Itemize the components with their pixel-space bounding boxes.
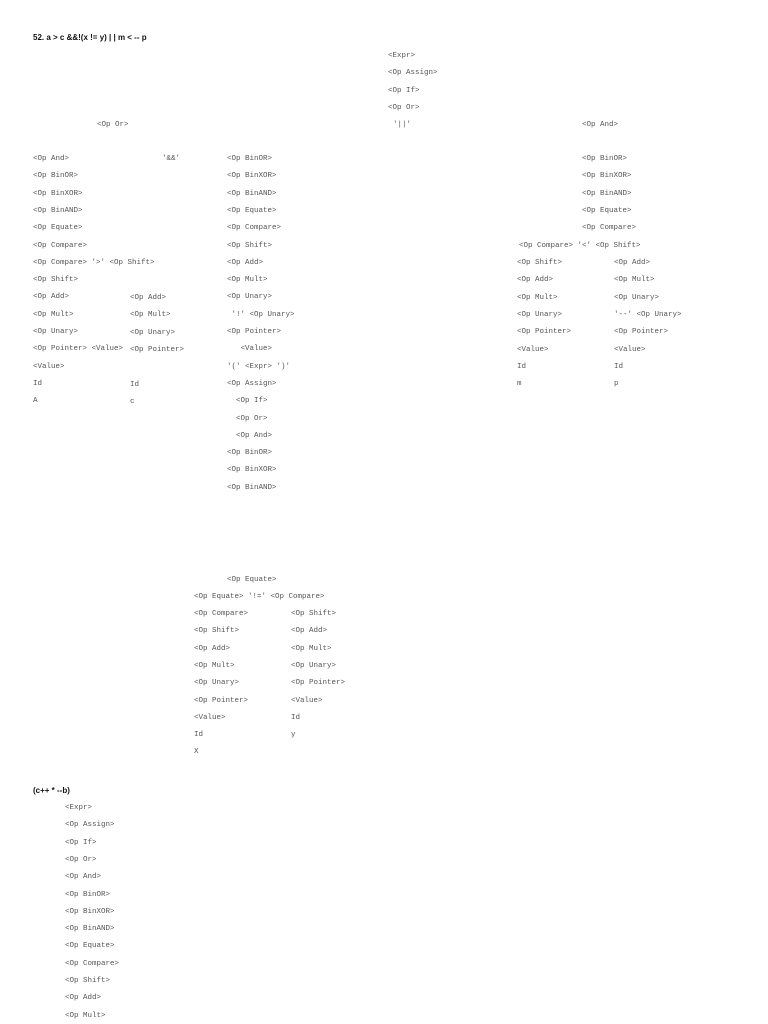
right-op-and: <Op And> [582, 121, 619, 129]
derivation-line: <Op Compare> [227, 224, 282, 233]
derivation-line: <Op Add> [194, 644, 231, 653]
derivation-line: <Op BinAND> [582, 189, 632, 198]
derivation-line: <Op Mult> [194, 661, 235, 670]
derivation-line: Id [291, 713, 301, 722]
derivation-line: <Op Equate> [33, 224, 83, 233]
derivation-line: <Op Shift> [227, 241, 273, 250]
derivation-line: <Op Compare> [33, 241, 88, 250]
derivation-line: <Value> [614, 345, 646, 354]
derivation-line: <Op Add> [33, 293, 70, 302]
derivation-line: <Op Unary> [194, 679, 240, 688]
derivation-line: <Op If> [227, 397, 268, 406]
derivation-line: y [291, 731, 296, 740]
derivation-line: <Op Mult> [33, 310, 74, 319]
derivation-line: <Op Shift> [291, 610, 337, 618]
derivation-line: <Op Compare> [582, 224, 637, 233]
derivation-line: Id [194, 731, 204, 740]
derivation-line: Id [614, 362, 624, 371]
derivation-line: <Op And> [65, 873, 102, 882]
derivation-line: <Op Add> [291, 627, 328, 636]
derivation-line: <Op Pointer> [227, 328, 282, 336]
derivation-line: <Op Or> [65, 855, 97, 864]
derivation-line: <Op And> [33, 155, 70, 163]
derivation-line: <Op Or> [388, 103, 420, 112]
derivation-line: <Value> [291, 696, 323, 705]
derivation-line: <Op BinXOR> [582, 172, 632, 181]
derivation-line: <Op Mult> [291, 644, 332, 653]
derivation-line: <Op Compare> [65, 959, 120, 968]
derivation-line: <Op Compare> [194, 610, 249, 618]
derivation-line: <Op Mult> [65, 1011, 106, 1020]
derivation-line: <Op Add> [65, 994, 102, 1003]
derivation-line: <Op Equate> [65, 942, 115, 951]
derivation-line: <Op Shift> [33, 276, 79, 285]
derivation-line: <Expr> [65, 804, 93, 812]
or-operator: '||' [393, 121, 412, 129]
derivation-line: <Op Pointer> [291, 679, 346, 688]
derivation-line: <Op Mult> [130, 311, 171, 320]
derivation-line: <Op Unary> [614, 293, 660, 302]
derivation-line: <Op Pointer> [130, 345, 185, 354]
derivation-line: <Op Assign> [65, 821, 115, 830]
derivation-line: <Op BinOR> [65, 890, 111, 899]
left-op-or: <Op Or> [97, 121, 129, 129]
derivation-line: c [130, 397, 135, 406]
derivation-line: <Op If> [65, 838, 97, 847]
derivation-line: <Op Shift> [517, 259, 563, 267]
derivation-line: <Op Assign> [388, 69, 438, 78]
derivation-line: <Op Add> [614, 259, 651, 267]
derivation-line: <Op Mult> [517, 293, 558, 302]
derivation-line: <Op Shift> [194, 627, 240, 636]
derivation-line: m [517, 380, 522, 389]
derivation-line: <Op Unary> [227, 293, 273, 302]
derivation-line: <Op BinOR> [227, 449, 273, 458]
derivation-line: <Op If> [388, 86, 420, 95]
derivation-line: p [614, 380, 619, 389]
derivation-line: <Op BinXOR> [33, 189, 83, 198]
equate-head: <Op Equate> [227, 576, 277, 584]
derivation-line: <Op Unary> [517, 310, 563, 319]
derivation-line: <Op Pointer> [614, 328, 669, 337]
derivation-line: <Op Unary> [291, 661, 337, 670]
derivation-line: <Op Add> [517, 276, 554, 285]
derivation-line: <Op Pointer> <Value> [33, 345, 124, 354]
not-equal-line: <Op Equate> '!=' <Op Compare> [194, 593, 325, 601]
derivation-line: <Op BinXOR> [65, 907, 115, 916]
second-expression-heading: (c++ * --b) [33, 786, 70, 795]
derivation-line: <Value> [227, 345, 273, 354]
and-operator: '&&' [162, 155, 181, 163]
derivation-line: <Op BinAND> [65, 925, 115, 934]
derivation-line: <Op Mult> [614, 276, 655, 285]
derivation-line: <Op Assign> [227, 379, 277, 388]
derivation-line: <Op Compare> '>' <Op Shift> [33, 258, 155, 267]
derivation-line: A [33, 397, 38, 406]
derivation-line: <Op And> [227, 431, 273, 440]
derivation-line: <Expr> [388, 52, 416, 60]
derivation-line: Id [33, 379, 43, 388]
derivation-line: <Op Unary> [33, 328, 79, 336]
derivation-line: <Value> [194, 713, 226, 722]
derivation-line: <Op BinXOR> [227, 172, 277, 181]
derivation-line: X [194, 748, 199, 757]
derivation-line: <Op Pointer> [194, 696, 249, 705]
derivation-line: <Op Add> [130, 294, 167, 302]
derivation-line: '(' <Expr> ')' [227, 362, 291, 371]
derivation-line: <Op Equate> [582, 206, 632, 215]
derivation-line: <Op BinOR> [582, 155, 628, 163]
derivation-line: <Op BinOR> [33, 172, 79, 181]
derivation-line: <Value> [517, 345, 549, 354]
derivation-line: '!' <Op Unary> [227, 310, 295, 319]
derivation-line: <Op BinAND> [33, 206, 83, 215]
problem-heading: 52. a > c &&!(x != y) | | m < -- p [33, 33, 147, 42]
derivation-line: <Op BinXOR> [227, 466, 277, 475]
derivation-line: <Op Equate> [227, 206, 277, 215]
derivation-line: <Op Or> [227, 414, 268, 423]
derivation-line: <Op Mult> [227, 276, 268, 285]
compare-less-than-line: <Op Compare> '<' <Op Shift> [519, 242, 641, 250]
derivation-line: '--' <Op Unary> [614, 310, 682, 319]
derivation-line: <Op Unary> [130, 328, 176, 337]
derivation-line: <Op Add> [227, 258, 264, 267]
derivation-line: Id [517, 362, 527, 371]
derivation-line: <Op BinAND> [227, 189, 277, 198]
derivation-line: <Op Pointer> [517, 328, 572, 337]
derivation-line: <Op BinOR> [227, 155, 273, 163]
derivation-line: <Op BinAND> [227, 483, 277, 492]
derivation-line: <Value> [33, 362, 65, 371]
derivation-line: <Op Shift> [65, 977, 111, 985]
derivation-line: Id [130, 380, 140, 389]
